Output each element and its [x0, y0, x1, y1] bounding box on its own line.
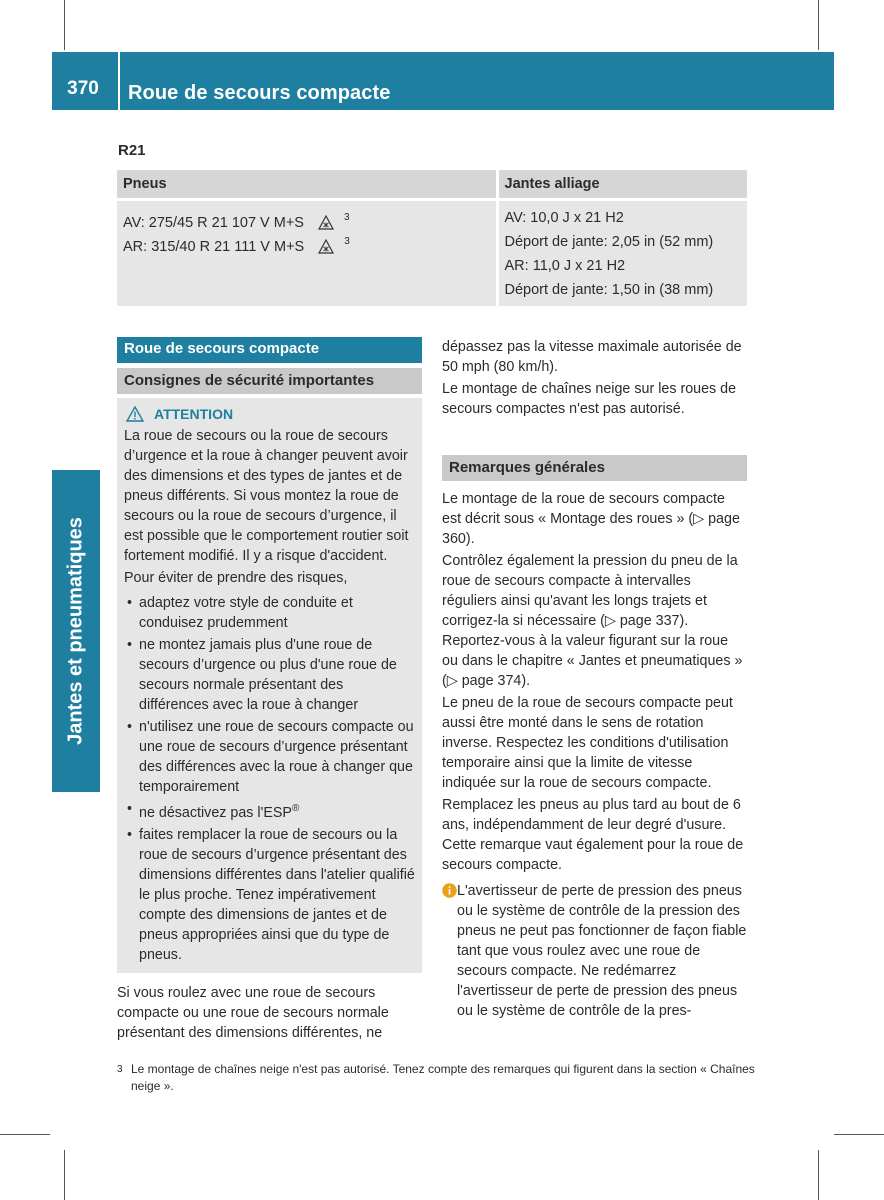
info-icon [442, 883, 457, 898]
rims-cell [497, 199, 747, 306]
body-paragraph: Le montage de chaînes neige sur les roues de secours compactes n'est pas autorisé. [442, 381, 737, 417]
crop-mark [818, 1150, 819, 1200]
page-number: 370 [67, 78, 99, 99]
body-paragraph: Le pneu de la roue de secours compacte peut aussi être monté dans le sens de rotation inverse. Respectez les conditions d'utilisation temporaire ainsi que la limite de vitesse indiquée sur la roue de secours compacte. [442, 695, 733, 791]
body-paragraph: Le montage de la roue de secours compacte est décrit sous « Montage des roues » (▷ page 360). [442, 491, 740, 547]
list-item: • adaptez votre style de conduite et conduisez prudemment [124, 593, 415, 633]
rim-line: Déport de jante: 2,05 in (52 mm) [504, 233, 714, 250]
footnote [117, 1061, 757, 1095]
snowflake-mountain-icon [318, 214, 334, 230]
chapter-tab [52, 470, 100, 792]
tire-rim-table [117, 170, 747, 306]
page-header [52, 52, 834, 110]
rim-line: AV: 10,0 J x 21 H2 [504, 209, 624, 226]
rim-line: Déport de jante: 1,50 in (38 mm) [504, 281, 714, 298]
body-paragraph: Si vous roulez avec une roue de secours compacte ou une roue de secours normale présentant des dimensions différentes, ne [117, 985, 389, 1041]
table-header-row [117, 170, 747, 199]
crop-mark [64, 0, 65, 50]
section-heading: Roue de secours compacte [117, 337, 422, 363]
tires-cell [117, 199, 497, 306]
footnote-number: 3 [117, 1064, 123, 1075]
tire-line [123, 230, 490, 254]
list-item-text: ne désactivez pas l'ESP [139, 805, 292, 821]
list-item [124, 799, 415, 823]
info-text: L'avertisseur de perte de pression des pneus ou le système de contrôle de la pression des pneus ne peut pas fonctionner de façon fiable tant que vous roulez avec une roue de secours compacte. Ne redémarrez l'avertisseur de perte de pression des pneus ou le système de contrôle de la pres- [457, 883, 747, 1019]
footnote-ref: 3 [343, 211, 350, 223]
crop-mark [64, 1150, 65, 1200]
rim-line: AR: 11,0 J x 21 H2 [504, 257, 626, 274]
body-paragraph: dépassez pas la vitesse maximale autorisée de 50 mph (80 km/h). [442, 339, 742, 375]
body-paragraph: Remplacez les pneus au plus tard au bout de 6 ans, indépendamment de leur degré d'usure. Cette remarque vaut également pour la roue de secours compacte. [442, 797, 744, 873]
page-title: Roue de secours compacte [128, 82, 391, 104]
info-note [442, 881, 747, 1021]
table-row [117, 199, 747, 306]
footnote-text: Le montage de chaînes neige n'est pas autorisé. Tenez compte des remarques qui figurent dans la section « Chaînes neige ». [131, 1062, 755, 1093]
list-item: • ne montez jamais plus d'une roue de secours d’urgence ou plus d'une roue de secours normale présentant des différences avec la roue à changer [124, 635, 415, 715]
body-paragraph: Contrôlez également la pression du pneu de la roue de secours compacte à intervalles réguliers ainsi qu'avant les longs trajets et corrigez-la si nécessaire (▷ page 337). Reportez-vous à la valeur figurant sur la roue ou dans le chapitre « Jantes et pneumatiques » (▷ page 374). [442, 553, 743, 689]
warning-text: Pour éviter de prendre des risques, [124, 570, 348, 586]
right-column [442, 337, 747, 1021]
table-caption: R21 [118, 142, 146, 159]
warning-text: La roue de secours ou la roue de secours d’urgence et la roue à changer peuvent avoir des dimensions et des types de jantes et de pneus différents. Si vous montez la roue de secours ou la roue de secours d’urgence, il est possible que le comportement routier soit fortement modifié. Il y a risque d'accident. [124, 428, 409, 564]
column-header-rims: Jantes alliage [497, 170, 747, 199]
crop-mark [818, 0, 819, 50]
crop-mark [0, 1134, 50, 1135]
left-column [117, 337, 422, 1043]
footnote-ref: 3 [344, 235, 350, 247]
chapter-tab-label: Jantes et pneumatiques [64, 517, 87, 745]
header-divider [118, 52, 120, 110]
registered-mark: ® [291, 803, 300, 814]
warning-label: ATTENTION [154, 406, 234, 422]
list-item: • faites remplacer la roue de secours ou la roue de secours d’urgence présentant des dimensions différentes dans l'atelier qualifié le plus proche. Tenez impérativement compte des dimensions de jantes et de pneus appropriées ainsi que du type de pneus. [124, 825, 415, 965]
warning-list [124, 593, 415, 965]
subsection-heading: Remarques générales [442, 455, 747, 481]
tire-spec: AV: 275/45 R 21 107 V M+S [123, 214, 304, 231]
column-header-tires: Pneus [117, 170, 497, 199]
subsection-heading: Consignes de sécurité importantes [117, 368, 422, 394]
list-item: • n'utilisez une roue de secours compacte ou une roue de secours d’urgence présentant des différences avec la roue à changer que temporairement [124, 717, 415, 797]
warning-header [124, 403, 415, 425]
snowflake-mountain-icon [318, 238, 334, 254]
tire-line [123, 206, 490, 230]
warning-box [117, 398, 422, 973]
tire-spec: AR: 315/40 R 21 111 V M+S [123, 238, 305, 255]
warning-triangle-icon [126, 406, 144, 422]
crop-mark [834, 1134, 884, 1135]
